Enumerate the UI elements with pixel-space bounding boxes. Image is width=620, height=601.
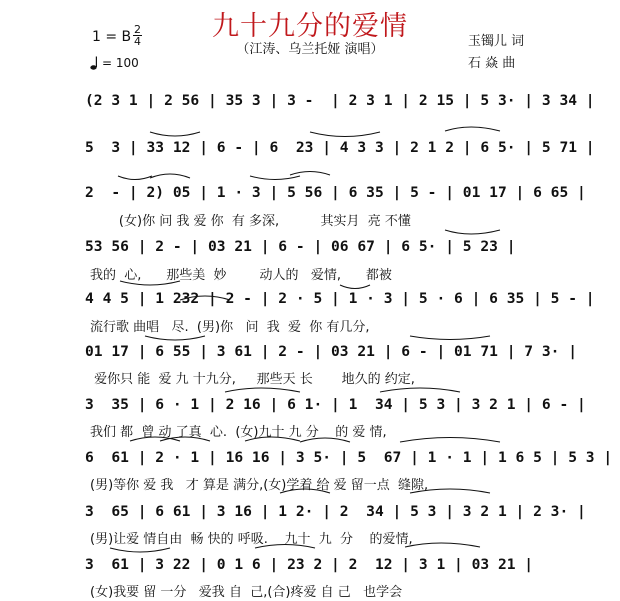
notation-line: 53 56 | 2 - | 03 21 | 6 - | 06 67 | 6 5· | 5 23 | bbox=[85, 238, 516, 255]
lyric-line: (女)你 问 我 爱 你 有 多深, 其实月 亮 不懂 bbox=[90, 214, 411, 229]
notation-line: 2 - | 2) 05 | 1 · 3 | 5 56 | 6 35 | 5 - | 01 17 | 6 65 | bbox=[85, 184, 586, 201]
song-title: 九十九分的爱情 bbox=[212, 11, 408, 42]
lyric-line: 流行歌 曲唱 尽. (男)你 问 我 爱 你 有几分, bbox=[90, 320, 370, 335]
lyric-line: (男)让爱 情自由 畅 快的 呼吸. 九十 九 分 的爱情, bbox=[90, 532, 413, 547]
lyric-line: (男)等你 爱 我 才 算是 满分,(女)学着 给 爱 留一点 缝隙, bbox=[90, 478, 429, 493]
notation-line: 5 3 | 33 12 | 6 - | 6 23 | 4 3 3 | 2 1 2 | 6 5· | 5 71 | bbox=[85, 139, 595, 156]
notation-line: 01 17 | 6 55 | 3 61 | 2 - | 03 21 | 6 - | 01 71 | 7 3· | bbox=[85, 343, 578, 360]
lyricist-credit: 玉镯儿 词 bbox=[468, 34, 525, 49]
key-signature: 1 = B bbox=[92, 29, 132, 45]
notation-line: 3 35 | 6 · 1 | 2 16 | 6 1· | 1 34 | 5 3 | 3 2 1 | 6 - | bbox=[85, 396, 586, 413]
lyric-line: 爱你只 能 爱 九 十九分, 那些天 长 地久的 约定, bbox=[90, 372, 415, 387]
tempo-value: = 100 bbox=[102, 56, 139, 70]
notation-line: 6 61 | 2 · 1 | 16 16 | 3 5· | 5 67 | 1 · 1 | 1 6 5 | 5 3 | bbox=[85, 449, 613, 466]
composer-credit: 石 焱 曲 bbox=[468, 56, 516, 71]
notation-line: (2 3 1 | 2 56 | 35 3 | 3 - | 2 3 1 | 2 15 | 5 3· | 3 34 | bbox=[85, 92, 595, 109]
notation-line: 4 4 5 | 1 232 | 2 - | 2 · 5 | 1 · 3 | 5 · 6 | 6 35 | 5 - | bbox=[85, 290, 595, 307]
time-signature-bottom: 4 bbox=[134, 35, 141, 48]
notation-line: 3 61 | 3 22 | 0 1 6 | 23 2 | 2 12 | 3 1 | 03 21 | bbox=[85, 556, 534, 573]
notation-line: 3 65 | 6 61 | 3 16 | 1 2· | 2 34 | 5 3 | 3 2 1 | 2 3· | bbox=[85, 503, 586, 520]
song-subtitle: （江涛、乌兰托娅 演唱） bbox=[236, 42, 384, 57]
lyric-line: (女)我要 留 一分 爱我 自 己,(合)疼爱 自 己 也学会 bbox=[90, 585, 403, 600]
lyric-line: 我们 都 曾 动 了真 心. (女)九十 九 分 的 爱 情, bbox=[90, 425, 387, 440]
lyric-line: 我的 心, 那些美 妙 动人的 爱情, 都被 bbox=[90, 268, 392, 283]
time-signature-top: 2 bbox=[134, 23, 141, 36]
